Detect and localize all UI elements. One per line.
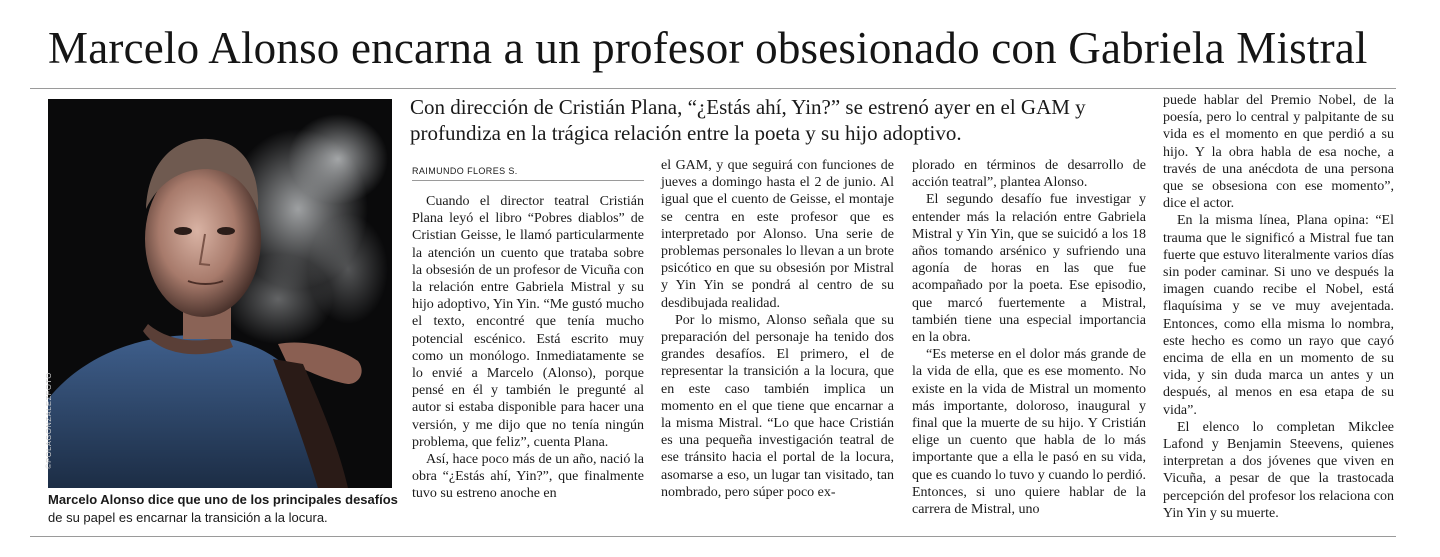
deck: Con dirección de Cristián Plana, “¿Estás ahí, Yin?” se estrenó ayer en el GAM y profundiza en la trágica relación entre la poeta y su hijo adoptivo. <box>410 95 1086 145</box>
byline: RAIMUNDO FLORES S. <box>412 166 518 176</box>
paragraph: Así, hace poco más de un año, nació la obra “¿Estás ahí, Yin?”, que finalmente tuvo su estreno anoche en <box>412 452 644 502</box>
top-rule <box>30 88 1396 89</box>
paragraph: El segundo desafío fue investigar y entender más la relación entre Gabriela Mistral y Yin Yin, que se suicidó a los 18 años tomando arsénico y sufriendo una agonía de horas en las que fue acompañado por la poeta. Ese episodio, que marcó fuertemente a Mistral, también tiene una especial importancia en la obra. <box>912 192 1146 346</box>
photo-credit: ©POLAGONZALEZFOTO <box>44 372 53 469</box>
paragraph: el GAM, y que seguirá con funciones de jueves a domingo hasta el 2 de junio. Al igual que el cuento de Geisse, el montaje se centra en este profesor que es interpretado por Alonso. Una serie de problemas personales lo llevan a un brote psicótico en que su obsesión por Mistral y Yin Yin se pondrá al centro de su desdibujada realidad. <box>661 158 894 311</box>
body-column-1 <box>412 193 644 503</box>
paragraph: “Es meterse en el dolor más grande de la vida de ella, que es ese momento. No existe en la vida de Mistral un momento más importante, doloroso, inaugural y final que la muerte de su hijo. Y Cristián elige un cuento que habla de lo más importante que a ella le pasó en su vida, que es cuando lo tuvo y cuando lo perdió. Entonces, si uno quiere hablar de la carrera de Mistral, uno <box>912 347 1146 518</box>
paragraph: Por lo mismo, Alonso señala que su preparación del personaje ha tenido dos grandes desafíos. El primero, el de representar la transición a la locura, que en este caso también implica un momento en el que tiene que encarnar a la misma Mistral. “Lo que hace Cristián es una pequeña investigación teatral de ese tránsito hacia el portal de la locura, asomarse a eso, un lugar tan visitado, tan nombrado, pero súper poco ex- <box>661 312 894 500</box>
photo-caption <box>48 491 400 527</box>
paragraph: plorado en términos de desarrollo de acción teatral”, plantea Alonso. <box>912 158 1146 191</box>
bottom-rule <box>30 536 1396 537</box>
byline-rule <box>412 180 644 181</box>
paragraph: puede hablar del Premio Nobel, de la poesía, pero lo central y palpitante de su vida es el momento en que perdió a su hijo. Y la obra habla de esa noche, a través de una anécdota de una persona que se obsesiona con ese momento”, dice el actor. <box>1163 93 1394 212</box>
article-photo <box>44 99 392 488</box>
caption-bold: Marcelo Alonso dice que uno de los principales desafíos <box>48 492 398 507</box>
body-column-3 <box>912 157 1146 518</box>
paragraph: El elenco lo completan Mikclee Lafond y Benjamin Steevens, quienes interpretan a dos jóvenes que viven en Vicuña, a pesar de que la trastocada percepción del profesor los relaciona con Yin Yin y su muerte. <box>1163 419 1394 521</box>
body-column-2 <box>661 157 894 501</box>
paragraph: En la misma línea, Plana opina: “El trauma que le significó a Mistral fue tan fuerte que estuvo literalmente varios días sin poder caminar. Si uno ve después la imagen cuando recibe el Nobel, está flaquísima y se ve muy avejentada. Entonces, como ella misma lo nombra, este hecho es como un rayo que cayó encima de ella en un momento de su vida, y sin duda marca un antes y un después, al menos en esa etapa de su vida”. <box>1163 213 1394 418</box>
paragraph: Cuando el director teatral Cristián Plana leyó el libro “Pobres diablos” de Cristian Geisse, le llamó particularmente la atención un cuento que trataba sobre la obsesión de un profesor de Vicuña con la relación entre Gabriela Mistral y su hijo adoptivo, Yin Yin. “Me gustó mucho el texto, encontré que tenía mucho potencial escénico. Está escrito muy como un monólogo. Inmediatamente se lo envié a Marcelo (Alonso), porque pensé en él y también le pregunté al autor si estaba disponible para hacer una versión, y me dijo que no tenía ningún problema, que feliz”, cuenta Plana. <box>412 194 644 450</box>
headline: Marcelo Alonso encarna a un profesor obsesionado con Gabriela Mistral <box>48 23 1368 73</box>
body-column-4 <box>1163 92 1394 522</box>
caption-rest: de su papel es encarnar la transición a la locura. <box>48 510 328 525</box>
